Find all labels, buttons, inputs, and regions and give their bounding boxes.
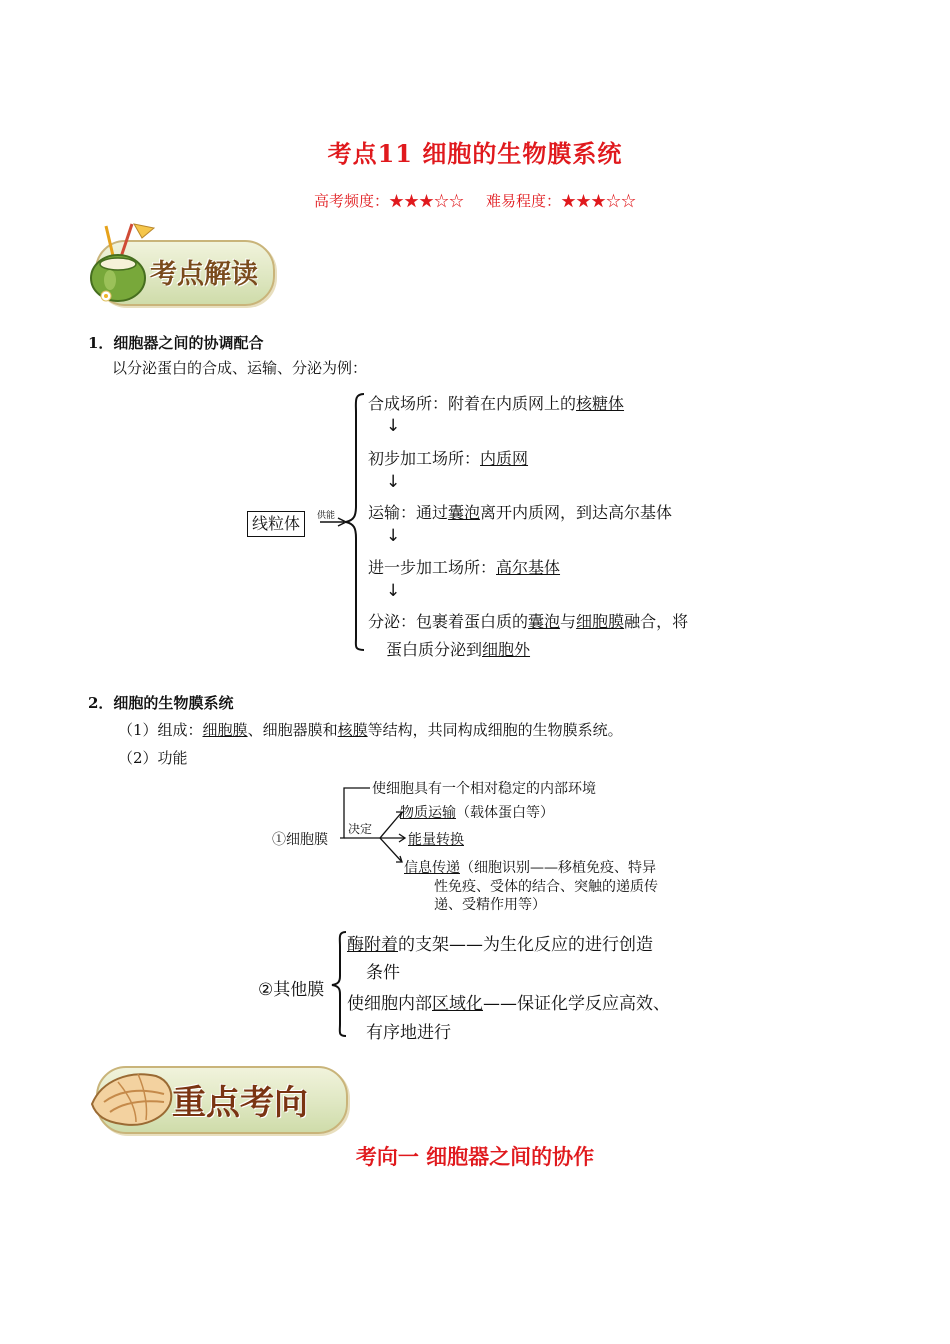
difficulty-rating: 难易程度：★★★☆☆ — [486, 192, 637, 210]
mitochondria-box: 线粒体 — [247, 511, 305, 537]
down-arrow-icon: ↓ — [386, 526, 401, 546]
other-func-enzyme-line2: 条件 — [366, 963, 400, 983]
banner-focus-label: 重点考向 — [172, 1083, 308, 1123]
other-func-compartment-line2: 有序地进行 — [366, 1023, 451, 1043]
down-arrow-icon: ↓ — [386, 581, 401, 601]
step-secretion-line1: 分泌：包裹着蛋白质的囊泡与细胞膜融合，将 — [368, 612, 689, 631]
other-membrane-root: ②其他膜 — [258, 980, 325, 1000]
frequency-rating: 高考频度：★★★☆☆ — [313, 192, 464, 210]
step-initial-processing: 初步加工场所：内质网 — [368, 449, 529, 468]
section1-intro: 以分泌蛋白的合成、运输、分泌为例： — [112, 359, 368, 377]
membrane-top-item: 使细胞具有一个相对稳定的内部环境 — [372, 781, 596, 797]
seashell-icon — [84, 1058, 180, 1136]
step-transport: 运输：通过囊泡离开内质网，到达高尔基体 — [368, 503, 673, 522]
other-func-enzyme: 酶附着的支架——为生化反应的进行创造 — [347, 935, 653, 955]
banner-key-points-label: 考点解读 — [150, 259, 258, 290]
page-title: 考点11 细胞的生物膜系统 — [327, 139, 623, 168]
cell-membrane-root: ①细胞膜 — [272, 832, 328, 848]
other-func-compartment: 使细胞内部区域化——保证化学反应高效、 — [347, 994, 670, 1014]
membrane-func-info-line2: 性免疫、受体的结合、突触的递质传 — [434, 879, 658, 895]
secretion-bracket — [320, 388, 370, 656]
decide-label: 决定 — [348, 822, 373, 836]
membrane-func-info-line3: 递、受精作用等） — [434, 897, 546, 913]
down-arrow-icon: ↓ — [386, 416, 401, 436]
membrane-func-energy: 能量转换 — [408, 832, 464, 848]
down-arrow-icon: ↓ — [386, 472, 401, 492]
membrane-func-info: 信息传递（细胞识别——移植免疫、特异 — [404, 860, 656, 876]
step-synthesis: 合成场所：附着在内质网上的核糖体 — [368, 394, 625, 413]
membrane-func-transport: 物质运输（载体蛋白等） — [400, 805, 554, 821]
rating-line — [0, 190, 950, 211]
section1-heading: 1．细胞器之间的协调配合 — [88, 334, 264, 352]
section2-heading: 2．细胞的生物膜系统 — [88, 694, 234, 712]
step-further-processing: 进一步加工场所：高尔基体 — [368, 558, 561, 577]
subsection-title: 考向一 细胞器之间的协作 — [355, 1144, 595, 1169]
supply-energy-label: 供能 — [317, 511, 336, 521]
step-secretion-line2: 蛋白质分泌到细胞外 — [386, 640, 531, 659]
section2-function: （2）功能 — [118, 749, 188, 767]
section2-composition: （1）组成：细胞膜、细胞器膜和核膜等结构，共同构成细胞的生物膜系统。 — [118, 721, 623, 739]
